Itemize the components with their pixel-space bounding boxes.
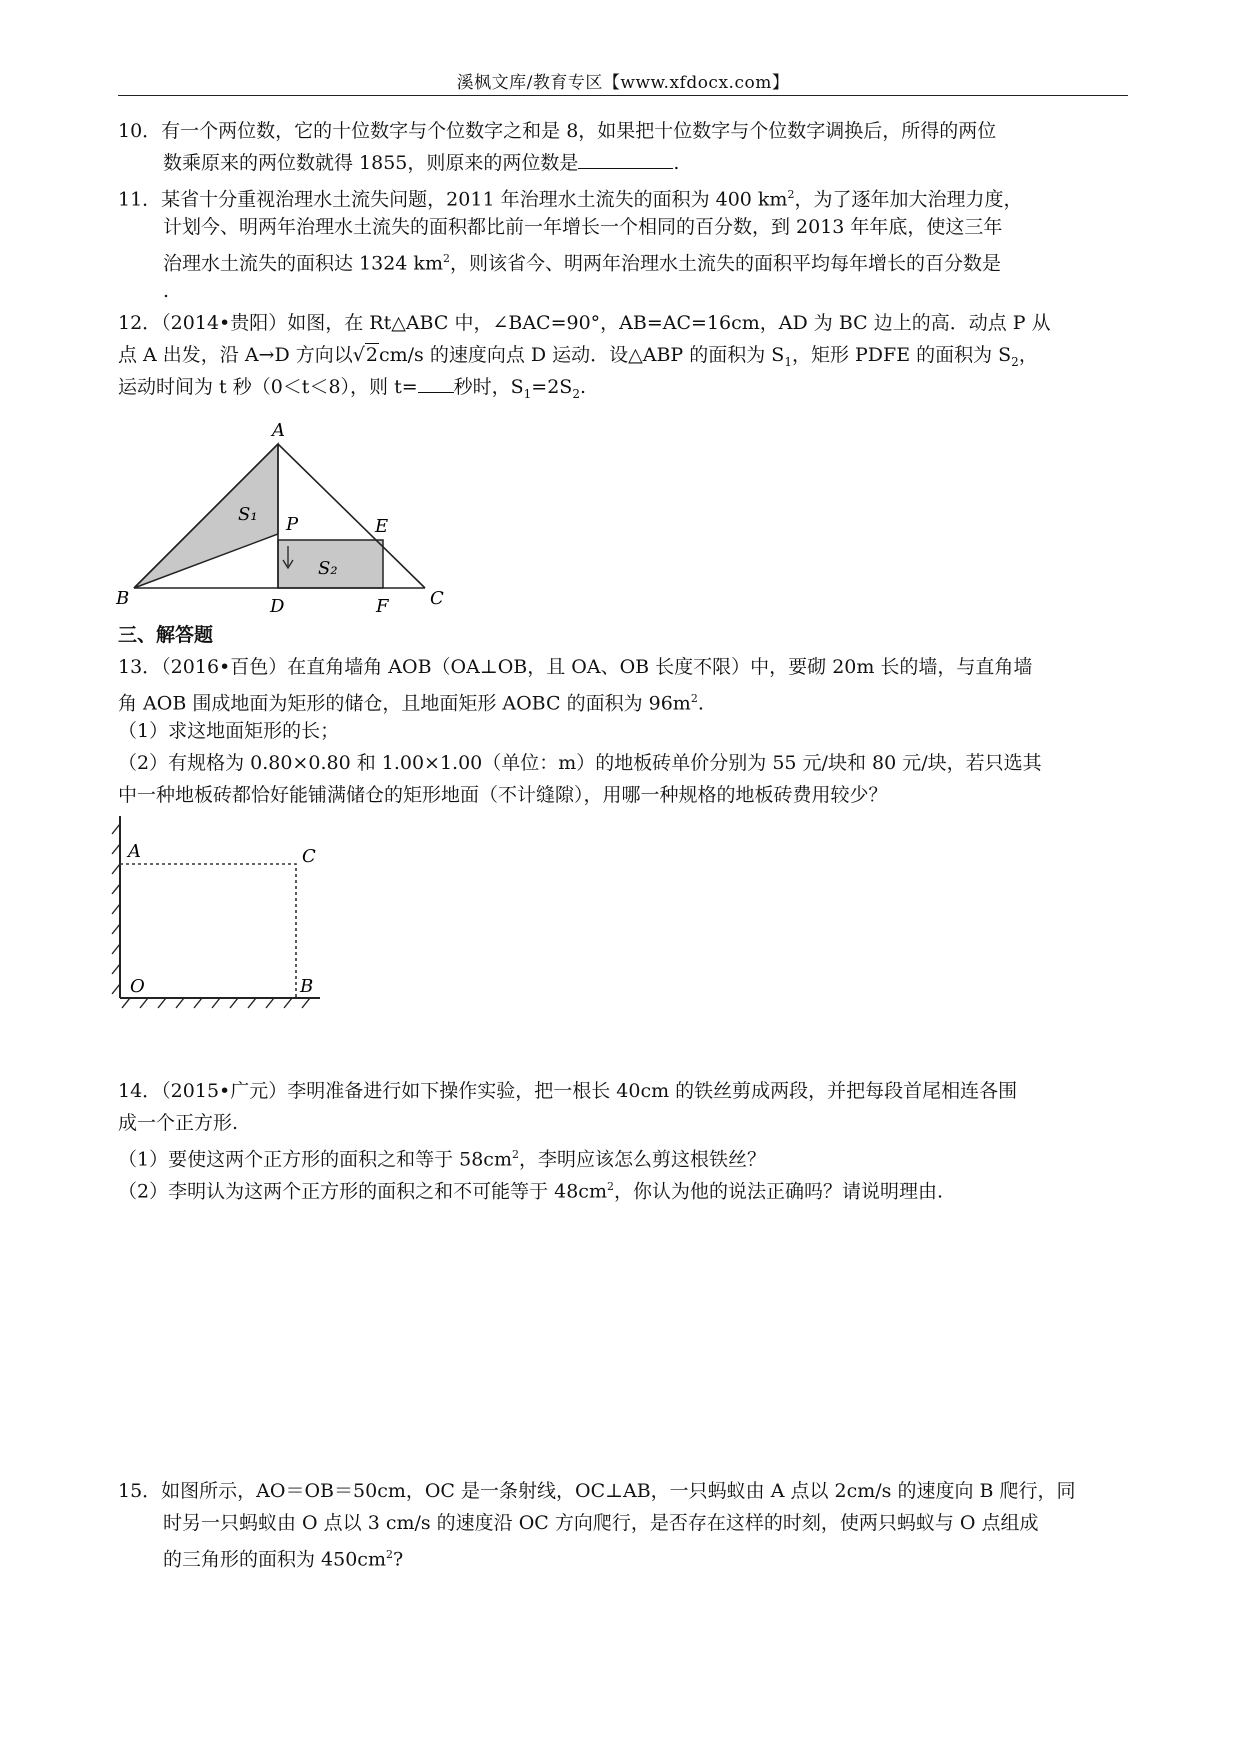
q13-line3: （1）求这地面矩形的长； [118, 720, 340, 742]
label-c: C [302, 846, 316, 867]
q12-line3 [118, 374, 586, 407]
q13-line4: （2）有规格为 0.80×0.80 和 1.00×1.00（单位：m）的地板砖单价分别为 55 元/块和 80 元/块，若只选其 [118, 752, 1042, 774]
q14-line4 [118, 1174, 943, 1204]
q12-line2-text: 点 A 出发，沿 A→D 方向以 [118, 344, 353, 366]
q13-line2-end: . [697, 692, 704, 715]
q11-line1-text: 11．某省十分重视治理水土流失问题，2011 年治理水土流失的面积为 400 km [118, 188, 788, 211]
header-divider [118, 95, 1128, 96]
q13-line2 [118, 686, 704, 716]
q14-line3-text: （1）要使这两个正方形的面积之和等于 58cm [118, 1148, 512, 1171]
q13-sup: 2 [690, 692, 698, 705]
q14-line3-end: ，李明应该怎么剪这根铁丝？ [518, 1148, 766, 1171]
label-s1: S₁ [238, 504, 258, 525]
q15-line1: 15．如图所示，AO＝OB＝50cm，OC 是一条射线，OC⊥AB，一只蚂蚁由 A 点以 2cm/s 的速度向 B 爬行，同 [118, 1480, 1076, 1502]
label-o: O [130, 976, 145, 997]
label-s2: S₂ [318, 558, 338, 579]
q11-line3-text: 治理水土流失的面积达 1324 km [163, 252, 443, 275]
q11-sup2: 2 [442, 252, 450, 265]
label-c: C [430, 588, 444, 609]
q10-line2-text: 数乘原来的两位数就得 1855，则原来的两位数是 [163, 152, 579, 174]
sqrt-symbol: √2 [352, 344, 378, 366]
label-f: F [376, 596, 389, 616]
q12-line3-end: . [579, 376, 587, 398]
label-b: B [300, 976, 314, 997]
dotted-wall-acb [120, 864, 296, 998]
sqrt-radicand: 2 [365, 344, 378, 366]
q14-line4-text: （2）李明认为这两个正方形的面积之和不可能等于 48cm [118, 1180, 607, 1203]
label-e: E [375, 516, 389, 537]
q15-sup: 2 [385, 1548, 393, 1561]
q14-sup1: 2 [511, 1148, 519, 1161]
triangle-figure [110, 416, 460, 616]
q10-line2-end: . [673, 152, 680, 174]
q12-line2-mid2: ，矩形 PDFE 的面积为 S [791, 344, 1012, 366]
q10-answer-blank[interactable] [578, 150, 673, 169]
label-a: A [128, 841, 141, 862]
q12-answer-blank[interactable] [418, 374, 454, 393]
q12-line2 [118, 342, 1038, 375]
label-p: P [286, 514, 299, 535]
q11-sup1: 2 [787, 188, 795, 201]
q12-line2-mid: cm/s 的速度向点 D 运动．设△ABP 的面积为 S [378, 344, 785, 366]
q14-line1: 14．（2015•广元）李明准备进行如下操作实验，把一根长 40cm 的铁丝剪成两段，并把每段首尾相连各围 [118, 1080, 1018, 1102]
q12-line3-text: 运动时间为 t 秒（0＜t＜8），则 t= [118, 376, 418, 398]
q11-line1 [118, 182, 1022, 212]
q15-line3 [163, 1542, 403, 1572]
q12-line3-sub1: 1 [523, 386, 532, 401]
q13-line1: 13．（2016•百色）在直角墙角 AOB（OA⊥OB，且 OA、OB 长度不限）中，要砌 20m 长的墙，与直角墙 [118, 656, 1033, 678]
q12-sub2: 2 [1011, 354, 1019, 369]
q11-line3-end: ，则该省今、明两年治理水土流失的面积平均每年增长的百分数是 [449, 252, 1001, 275]
page-header: 溪枫文库/教育专区【www.xfdocx.com】 [456, 73, 790, 93]
label-b: B [116, 588, 130, 609]
q14-line4-end: ，你认为他的说法正确吗？请说明理由. [613, 1180, 944, 1203]
q12-line2-end: ， [1018, 344, 1038, 366]
q12-line3-sub2: 2 [572, 386, 580, 401]
label-a: A [272, 420, 285, 441]
q11-line2: 计划今、明两年治理水土流失的面积都比前一年增长一个相同的百分数，到 2013 年年底，使这三年 [163, 216, 1003, 238]
q11-line1-end: ，为了逐年加大治理力度， [794, 188, 1023, 211]
q15-line3-text: 的三角形的面积为 450cm [163, 1548, 386, 1571]
q14-line2: 成一个正方形. [118, 1112, 239, 1134]
q12-line3-mid: 秒时，S [453, 376, 524, 398]
q12-sub1: 1 [784, 354, 792, 369]
q15-line2: 时另一只蚂蚁由 O 点以 3 cm/s 的速度沿 OC 方向爬行，是否存在这样的时刻，使两只蚂蚁与 O 点组成 [163, 1512, 1039, 1534]
q12-line1: 12．（2014•贵阳）如图，在 Rt△ABC 中，∠BAC=90°，AB=AC=16cm，AD 为 BC 边上的高．动点 P 从 [118, 312, 1051, 334]
q11-line3 [163, 246, 1001, 276]
q13-line5: 中一种地板砖都恰好能铺满储仓的矩形地面（不计缝隙），用哪一种规格的地板砖费用较少？ [118, 784, 888, 806]
q12-line3-mid2: =2S [531, 376, 573, 398]
label-d: D [270, 596, 285, 616]
q14-line3 [118, 1142, 766, 1172]
q13-line2-text: 角 AOB 围成地面为矩形的储仓，且地面矩形 AOBC 的面积为 96m [118, 692, 691, 715]
section-title: 三、解答题 [118, 624, 214, 646]
q11-line4: . [163, 280, 170, 302]
wall-corner-figure [108, 812, 328, 1012]
q10-line1: 10．有一个两位数，它的十位数字与个位数字之和是 8，如果把十位数字与个位数字调换后，所得的两位 [118, 120, 997, 142]
q15-line3-end: ? [392, 1548, 404, 1571]
q14-sup2: 2 [606, 1180, 614, 1193]
q10-line2 [163, 150, 679, 176]
